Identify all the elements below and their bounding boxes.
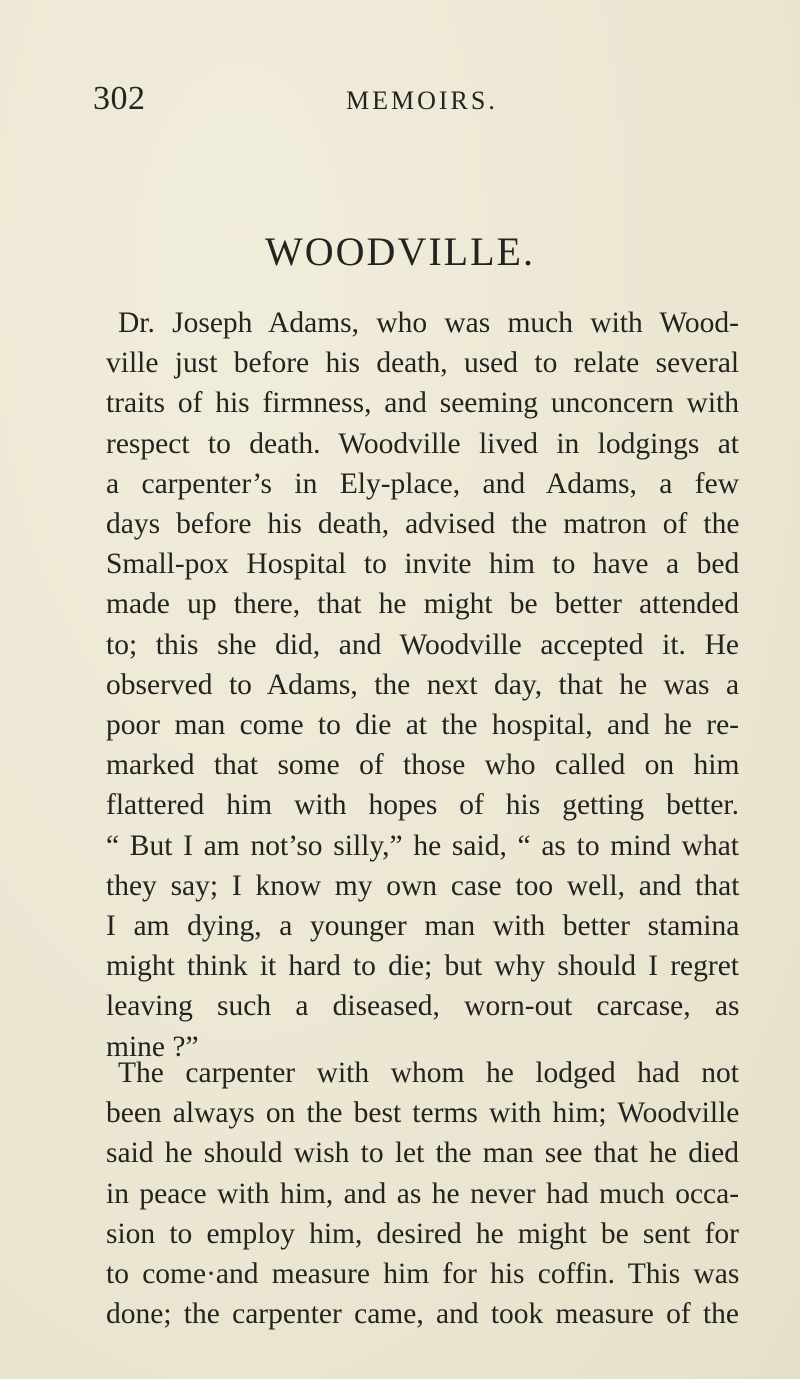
text-line: said he should wish to let the man see that he died — [106, 1137, 739, 1170]
text-line: marked that some of those who called on him — [106, 749, 740, 782]
text-line: made up there, that he might be better attended — [106, 588, 739, 621]
text-line: mine ?” — [106, 1030, 199, 1063]
text-line: I am dying, a younger man with better stamina — [106, 910, 740, 943]
text-line: observed to Adams, the next day, that he was a — [106, 668, 740, 701]
text-line: been always on the best terms with him; Woodville — [106, 1097, 740, 1130]
running-title: MEMOIRS. — [346, 86, 498, 115]
text-line: in peace with him, and as he never had much occa- — [106, 1177, 740, 1210]
text-line: leaving such a diseased, worn-out carcase, as — [106, 990, 740, 1023]
text-line: to come·and measure him for his coffin. This was — [106, 1258, 740, 1291]
text-line: sion to employ him, desired he might be sent for — [106, 1217, 739, 1250]
text-line: The carpenter with whom he lodged had not — [118, 1057, 739, 1089]
text-line: ville just before his death, used to relate several — [106, 347, 740, 380]
text-line: flattered him with hopes of his getting better. — [106, 789, 739, 822]
text-line: might think it hard to die; but why should I regret — [106, 950, 740, 983]
text-line: poor man come to die at the hospital, and he re- — [106, 709, 739, 742]
text-line: done; the carpenter came, and took measure of the — [106, 1298, 739, 1331]
paragraph-1 — [106, 303, 739, 1067]
text-line: they say; I know my own case too well, and that — [106, 869, 740, 902]
running-head — [93, 80, 753, 130]
text-line: days before his death, advised the matron of the — [106, 508, 740, 541]
section-heading: WOODVILLE. — [265, 229, 535, 274]
text-line: traits of his firmness, and seeming unconcern with — [106, 387, 739, 420]
text-line: to; this she did, and Woodville accepted it. He — [106, 628, 739, 661]
text-line: a carpenter’s in Ely-place, and Adams, a few — [106, 467, 739, 500]
text-line: Dr. Joseph Adams, who was much with Wood- — [118, 307, 739, 339]
page-number: 302 — [93, 80, 146, 117]
paragraph-2 — [106, 1053, 739, 1334]
text-line: respect to death. Woodville lived in lodgings at — [106, 427, 739, 460]
text-line: “ But I am not’so silly,” he said, “ as to mind what — [106, 829, 739, 862]
text-line: Small-pox Hospital to invite him to have a bed — [106, 548, 740, 581]
